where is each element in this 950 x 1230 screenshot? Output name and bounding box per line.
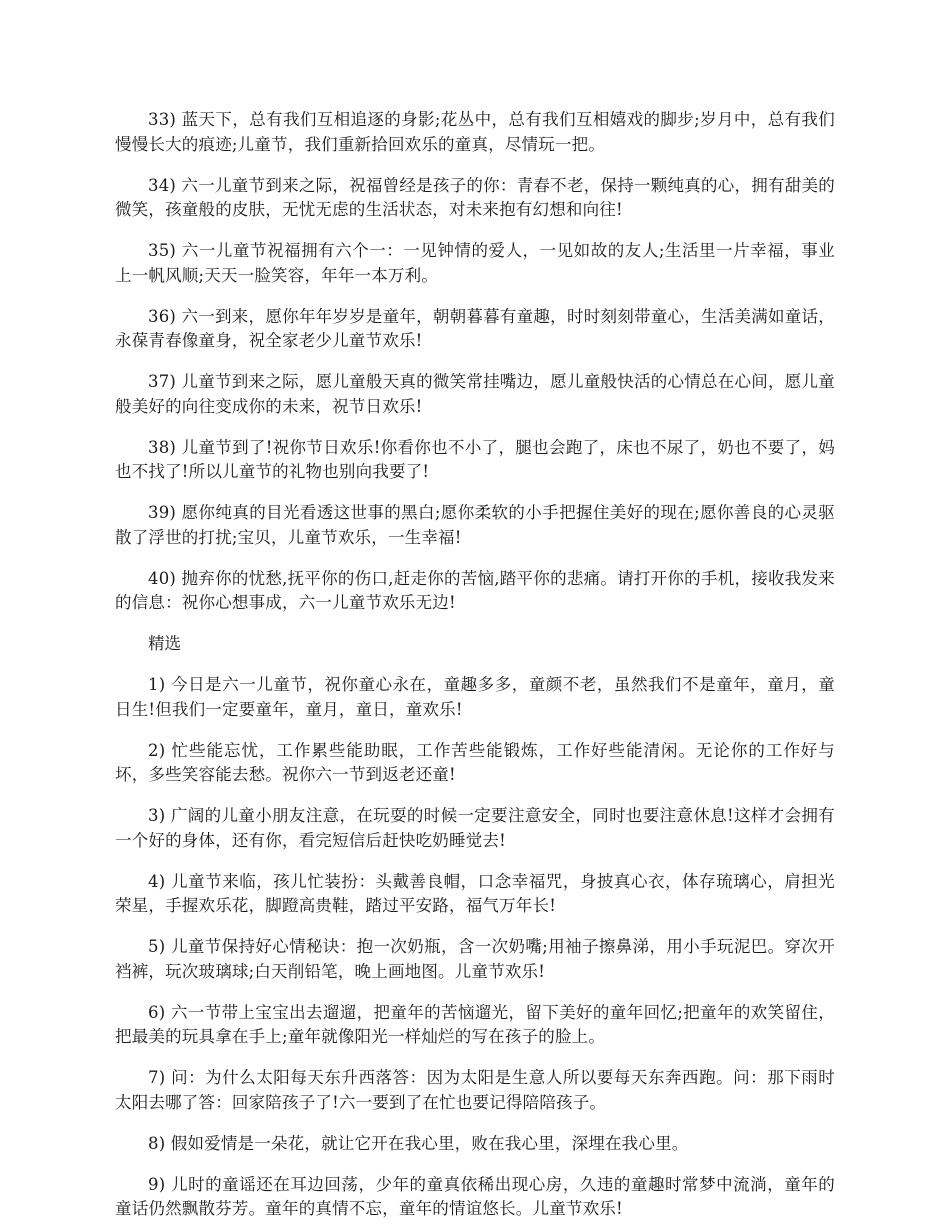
paragraph-item-33: 33) 蓝天下，总有我们互相追逐的身影;花丛中，总有我们互相嬉戏的脚步;岁月中，总有我们慢慢长大的痕迹;儿童节，我们重新拾回欢乐的童真，尽情玩一把。 [115,110,835,154]
paragraph-item-40: 40) 抛弃你的忧愁,抚平你的伤口,赶走你的苦恼,踏平你的悲痛。请打开你的手机，接收我发来的信息：祝你心想事成，六一儿童节欢乐无边! [115,568,835,612]
paragraph-item-38: 38) 儿童节到了!祝你节日欢乐!你看你也不小了，腿也会跑了，床也不尿了，奶也不要了，妈也不找了!所以儿童节的礼物也别向我要了! [115,437,835,481]
paragraph-featured-6: 6) 六一节带上宝宝出去遛遛，把童年的苦恼遛光，留下美好的童年回忆;把童年的欢笑留住，把最美的玩具拿在手上;童年就像阳光一样灿烂的写在孩子的脸上。 [115,1002,835,1046]
paragraph-featured-8: 8) 假如爱情是一朵花，就让它开在我心里，败在我心里，深埋在我心里。 [148,1133,689,1153]
section-heading: 精选 [148,634,181,653]
paragraph-item-36: 36) 六一到来，愿你年年岁岁是童年，朝朝暮暮有童趣，时时刻刻带童心，生活美满如童话，永葆青春像童身，祝全家老少儿童节欢乐! [115,306,835,350]
paragraph-item-35: 35) 六一儿童节祝福拥有六个一：一见钟情的爱人，一见如故的友人;生活里一片幸福，事业上一帆风顺;天天一脸笑容，年年一本万利。 [115,241,835,285]
paragraph-featured-4: 4) 儿童节来临，孩儿忙装扮：头戴善良帽，口念幸福咒，身披真心衣，体存琉璃心，肩担光荣星，手握欢乐花，脚蹬高贵鞋，踏过平安路，福气万年长! [115,871,835,915]
paragraph-item-34: 34) 六一儿童节到来之际，祝福曾经是孩子的你：青春不老，保持一颗纯真的心，拥有甜美的微笑，孩童般的皮肤，无忧无虑的生活状态，对未来抱有幻想和向往! [115,175,835,219]
paragraph-featured-5: 5) 儿童节保持好心情秘诀：抱一次奶瓶，含一次奶嘴;用袖子擦鼻涕，用小手玩泥巴。穿次开裆裤，玩次玻璃球;白天削铅笔，晚上画地图。儿童节欢乐! [115,937,835,981]
paragraph-featured-7: 7) 问：为什么太阳每天东升西落答：因为太阳是生意人所以要每天东奔西跑。问：那下雨时太阳去哪了答：回家陪孩子了!六一要到了在忙也要记得陪陪孩子。 [115,1068,835,1112]
paragraph-item-37: 37) 儿童节到来之际，愿儿童般天真的微笑常挂嘴边，愿儿童般快活的心情总在心间，愿儿童般美好的向往变成你的未来，祝节日欢乐! [115,372,835,416]
paragraph-featured-3: 3) 广阔的儿童小朋友注意，在玩耍的时候一定要注意安全，同时也要注意休息!这样才会拥有一个好的身体，还有你，看完短信后赶快吃奶睡觉去! [115,806,835,850]
paragraph-featured-2: 2) 忙些能忘忧，工作累些能助眠，工作苦些能锻炼，工作好些能清闲。无论你的工作好与坏，多些笑容能去愁。祝你六一节到返老还童! [115,740,835,784]
paragraph-item-39: 39) 愿你纯真的目光看透这世事的黑白;愿你柔软的小手把握住美好的现在;愿你善良的心灵驱散了浮世的打扰;宝贝，儿童节欢乐，一生幸福! [115,503,835,547]
paragraph-featured-9: 9) 儿时的童谣还在耳边回荡，少年的童真依稀出现心房，久违的童趣时常梦中流淌，童年的童话仍然飘散芬芳。童年的真情不忘，童年的情谊悠长。儿童节欢乐! [115,1174,835,1218]
paragraph-featured-1: 1) 今日是六一儿童节，祝你童心永在，童趣多多，童颜不老，虽然我们不是童年，童月，童日生!但我们一定要童年，童月，童日，童欢乐! [115,675,835,719]
